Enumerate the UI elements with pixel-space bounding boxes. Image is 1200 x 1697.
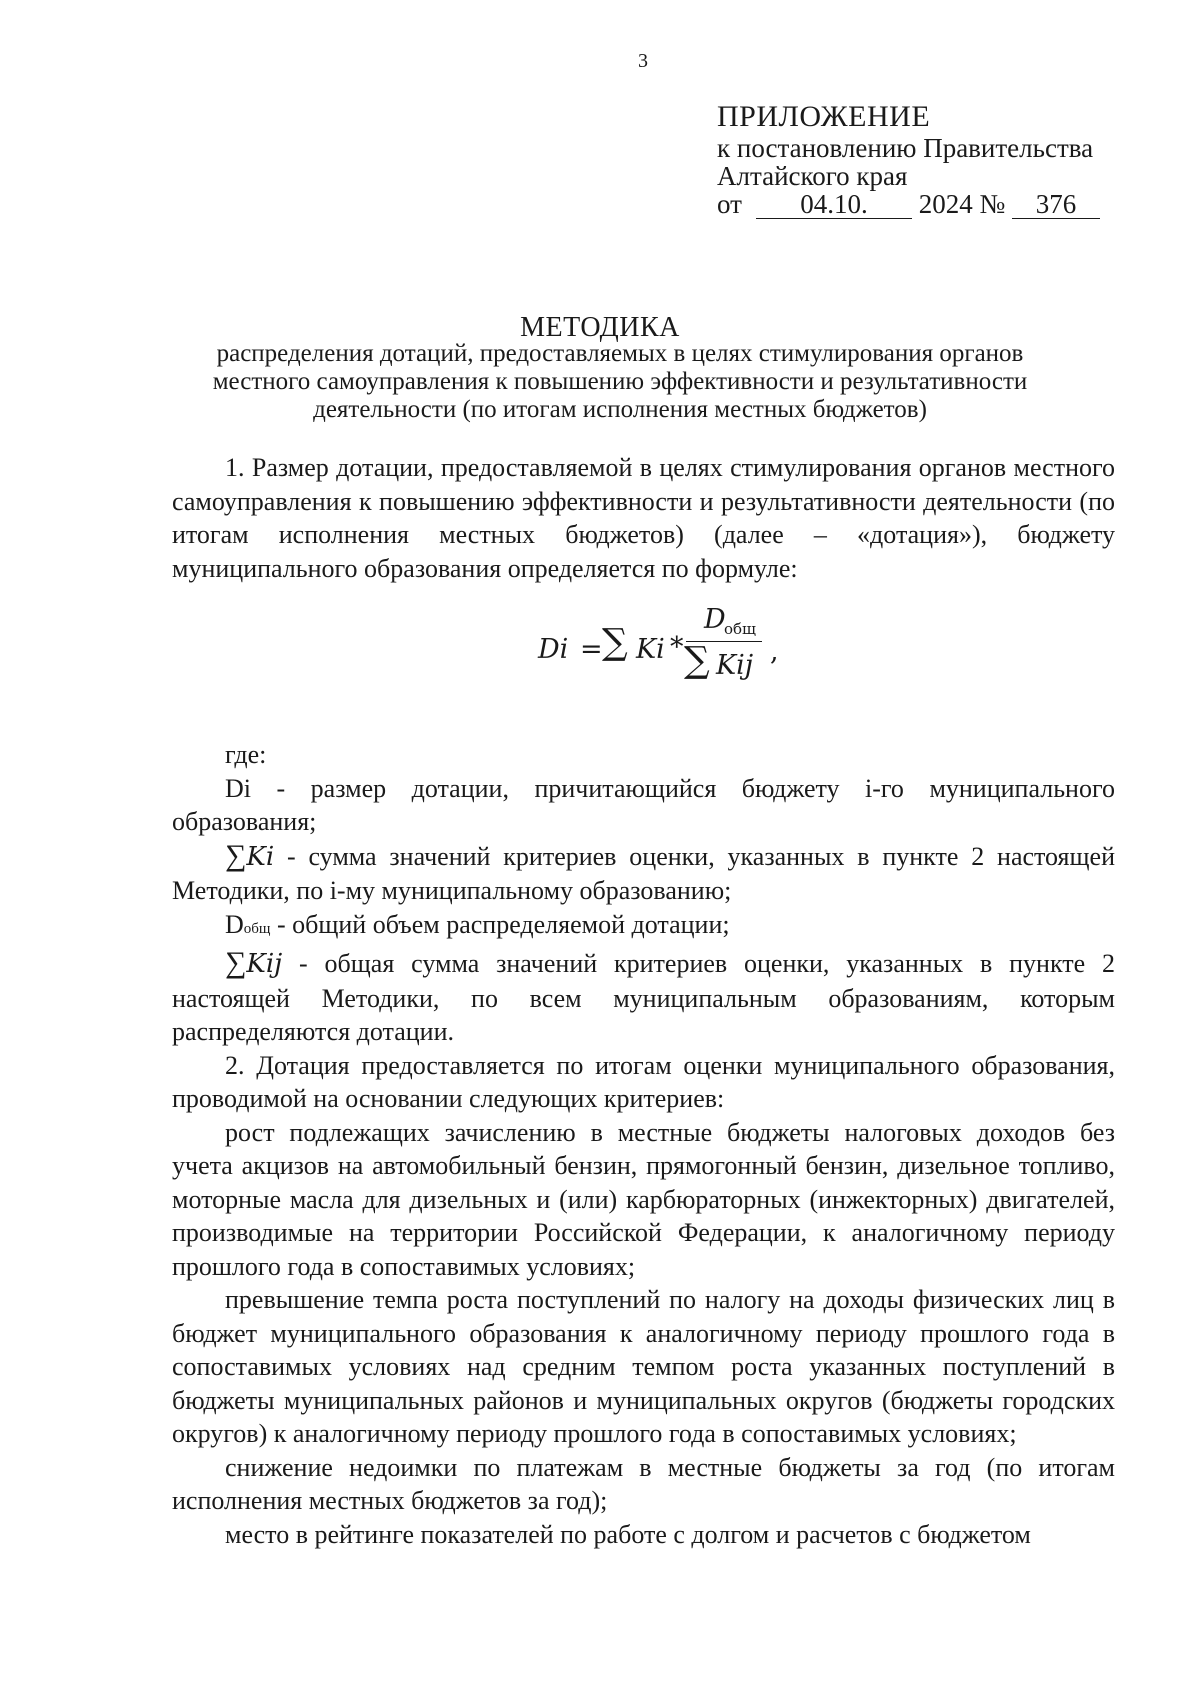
- sum-icon: ∑: [225, 838, 247, 872]
- paragraph-1: [172, 451, 1115, 585]
- subtitle-line: местного самоуправления к повышению эффективности и результативности: [212, 368, 1028, 395]
- formula-numerator-d: D: [704, 604, 726, 635]
- page-number: 3: [638, 50, 648, 72]
- where-label: где:: [225, 740, 267, 769]
- appendix-line-2: Алтайского края: [717, 161, 908, 191]
- d-text: - общий объем распределяемой дотации;: [270, 909, 730, 939]
- criterion-item: рост подлежащих зачислению в местные бюджеты налоговых доходов без учета акцизов на автомобильный бензин, прямогонный бензин, дизельное топливо, моторные масла для дизельных и (или) карбюраторных (инжекторных) двигателей, производимые на территории Российской Федерации, к аналогичному периоду прошлого года в сопоставимых условиях;: [172, 1117, 1115, 1281]
- d-sub: общ: [243, 920, 271, 937]
- definition-di: [172, 772, 1115, 839]
- d-label: D: [225, 909, 244, 939]
- from-label: от: [717, 189, 742, 219]
- formula: [538, 604, 779, 708]
- formula-ki: Ki: [636, 634, 665, 665]
- formula-denominator-kij: Kij: [716, 650, 754, 681]
- criterion-item: место в рейтинге показателей по работе с долгом и расчетов с бюджетом: [225, 1519, 1031, 1549]
- decree-date: 04.10.: [756, 190, 912, 219]
- formula-comma: ,: [770, 636, 779, 667]
- criterion-item: снижение недоимки по платежам в местные бюджеты за год (по итогам исполнения местных бюджетов за год);: [172, 1452, 1115, 1515]
- subtitle-line: распределения дотаций, предоставляемых в целях стимулирования органов: [216, 340, 1024, 367]
- definition-kij: [172, 946, 1115, 1049]
- sum-icon: ∑: [684, 640, 710, 681]
- subtitle-line: деятельности (по итогам исполнения местных бюджетов): [313, 396, 927, 423]
- di-label: Di: [225, 773, 251, 803]
- ki-text: - сумма значений критериев оценки, указанных в пункте 2 настоящей Методики, по i-му муниципальному образованию;: [172, 841, 1115, 905]
- appendix-title: ПРИЛОЖЕНИЕ: [717, 100, 931, 133]
- ki-label: Ki: [246, 841, 275, 872]
- sum-icon: ∑: [225, 946, 247, 979]
- appendix-date-row: [717, 190, 1100, 219]
- document-title: МЕТОДИКА: [520, 312, 680, 343]
- definitions: [172, 738, 1115, 1551]
- definition-d-total: [172, 908, 1115, 947]
- decree-number: 376: [1012, 190, 1100, 219]
- formula-times: *: [670, 632, 684, 663]
- appendix-header: [717, 100, 1100, 219]
- criterion-item: превышение темпа роста поступлений по налогу на доходы физических лиц в бюджет муниципального образования к аналогичному периоду прошлого года в сопоставимых условиях над средним темпом роста указанных поступлений в бюджеты муниципальных районов и муниципальных округов (бюджеты городских округов) к аналогичному периоду прошлого года в сопоставимых условиях;: [172, 1285, 1115, 1448]
- formula-equals: =: [580, 634, 603, 665]
- document-subtitle: [150, 340, 1090, 424]
- appendix-line-1: к постановлению Правительства: [717, 133, 1094, 163]
- definition-ki: [172, 839, 1115, 908]
- paragraph-1-text: 1. Размер дотации, предоставляемой в целях стимулирования органов местного самоуправления к повышению эффективности и результативности деятельности (по итогам исполнения местных бюджетов) (далее – «дотация»), бюджету муниципального образования определяется по формуле:: [172, 453, 1115, 583]
- sum-icon: ∑: [602, 622, 628, 663]
- decree-year: 2024 №: [918, 189, 1006, 219]
- kij-label: Kij: [246, 949, 283, 979]
- di-text: - размер дотации, причитающийся бюджету i-го муниципального образования;: [172, 773, 1115, 836]
- formula-numerator-sub: общ: [724, 620, 757, 638]
- paragraph-2: 2. Дотация предоставляется по итогам оценки муниципального образования, проводимой на основании следующих критериев:: [172, 1050, 1115, 1113]
- formula-lhs: Di: [538, 634, 569, 665]
- kij-text: - общая сумма значений критериев оценки, указанных в пункте 2 настоящей Методики, по всем муниципальным образованиям, которым распределяются дотации.: [172, 949, 1115, 1046]
